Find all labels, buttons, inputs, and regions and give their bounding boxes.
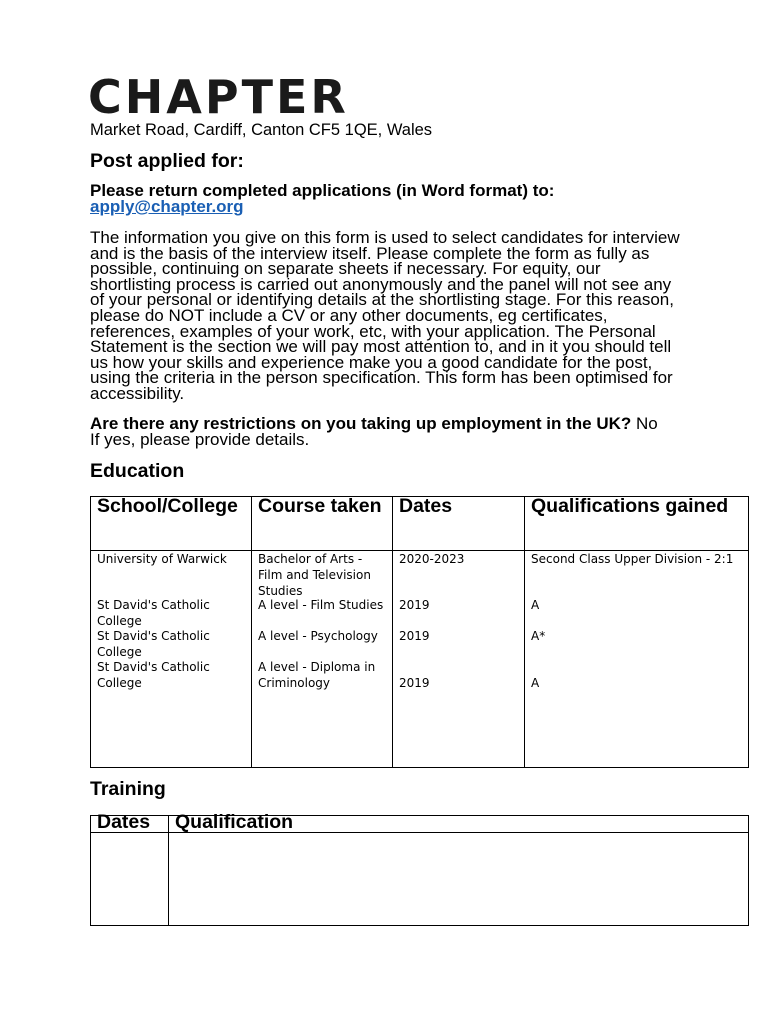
col-header-school: School/College [91, 497, 252, 551]
chapter-logo [88, 68, 349, 124]
school-entry: St David's Catholic College [97, 598, 210, 628]
training-qualification-cell[interactable] [169, 833, 749, 926]
education-body-row [91, 551, 749, 768]
training-dates-cell[interactable] [91, 833, 169, 926]
col-header-training-dates: Dates [91, 816, 169, 833]
training-table [90, 811, 749, 926]
col-header-dates: Dates [393, 497, 525, 551]
col-header-training-qualification: Qualification [169, 816, 749, 833]
qualification-entry: Second Class Upper Division - 2:1 [531, 552, 734, 566]
dates-entry: 2019 [399, 598, 430, 612]
education-header-row [91, 497, 749, 551]
dates-entry: 2020-2023 [399, 552, 465, 566]
restrictions-question: Are there any restrictions on you taking up employment in the UK? [90, 414, 632, 433]
dates-cell[interactable] [393, 551, 525, 768]
post-applied-label: Post applied for: [90, 150, 244, 172]
return-text: Please return completed applications (in Word format) to: [90, 181, 555, 200]
restrictions-section [90, 416, 658, 448]
qualifications-cell[interactable] [525, 551, 749, 768]
course-entry: Bachelor of Arts - Film and Television Studies [258, 552, 371, 598]
course-entry: A level - Psychology [258, 629, 378, 643]
education-heading: Education [90, 460, 185, 482]
course-cell[interactable] [252, 551, 393, 768]
course-entry: A level - Film Studies [258, 598, 384, 612]
education-table [90, 496, 749, 768]
restrictions-details-prompt: If yes, please provide details. [90, 430, 310, 449]
school-entry: University of Warwick [97, 552, 227, 566]
address: Market Road, Cardiff, Canton CF5 1QE, Wales [90, 121, 433, 139]
col-header-qualifications: Qualifications gained [525, 497, 749, 551]
training-heading: Training [90, 778, 166, 800]
dates-entry: 2019 [399, 676, 430, 690]
col-header-course: Course taken [252, 497, 393, 551]
training-header-row [91, 816, 749, 833]
school-cell[interactable] [91, 551, 252, 768]
apply-email-link[interactable]: apply@chapter.org [90, 197, 244, 216]
intro-paragraph: The information you give on this form is used to select candidates for interview and is the basis of the interview itself. Please complete the form as fully as possible, continuing on separate sheets if necessary. For equity, our shortlisting process is carried out anonymously and the panel will not see any of your personal or identifying details at the shortlisting stage. For this reason, please do NOT include a CV or any other documents, eg certificates, references, examples of your work, etc, with your application. The Personal Statement is the section we will pay most attention to, and in it you should tell us how your skills and experience make you a good candidate for the post, using the criteria in the person specification. This form has been optimised for accessibility. [90, 228, 680, 403]
training-body-row [91, 833, 749, 926]
qualification-entry: A [531, 676, 540, 690]
restrictions-answer[interactable]: No [636, 414, 658, 433]
course-entry: A level - Diploma in Criminology [258, 660, 376, 690]
school-entry: St David's Catholic College [97, 660, 210, 690]
qualification-entry: A [531, 598, 540, 612]
dates-entry: 2019 [399, 629, 430, 643]
school-entry: St David's Catholic College [97, 629, 210, 659]
return-instructions [90, 183, 554, 215]
logo-text: CHAPTER [88, 70, 349, 124]
qualification-entry: A* [531, 629, 546, 643]
